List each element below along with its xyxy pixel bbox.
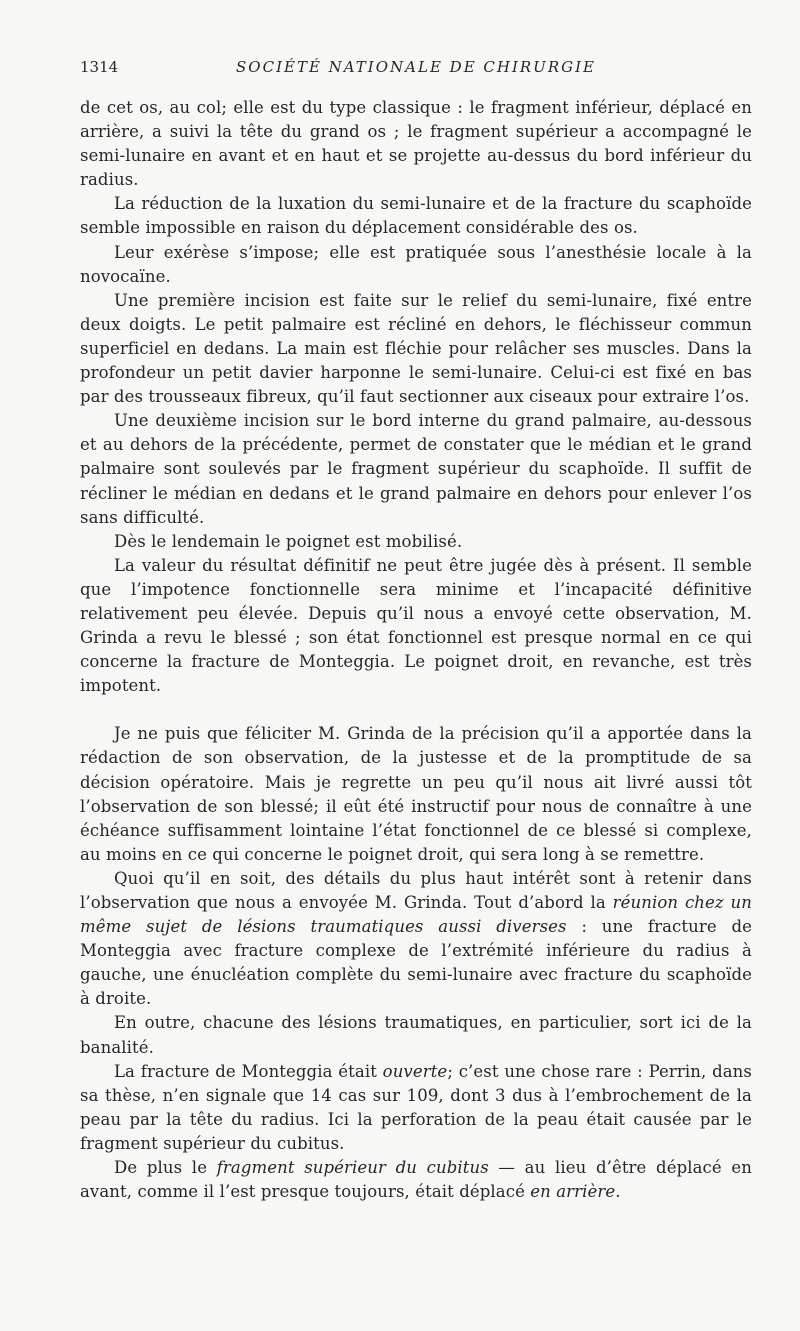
italic-run: en arrière — [530, 1182, 616, 1202]
text-run: ; c’est une chose rare : Perrin, dans sa thèse, n’en signale que 14 cas sur 109, dont 3 dus à l’embrochement de la peau par la tête du radius. Ici la perforation de la peau était causée par le fragment supérieur du cubitus. — [80, 1061, 752, 1153]
paragraph-continuation: de cet os, au col; elle est du type classique : le fragment inférieur, déplacé en arrière, a suivi la tête du grand os ; le fragment supérieur a accompagné le semi-lunaire en avant et en haut et se projette au-dessus du bord inférieur du radius. — [80, 98, 752, 190]
text-run: De plus le — [114, 1158, 217, 1178]
text-run: — au lieu d’être déplacé en avant, comme il l’est presque toujours, était déplacé — [80, 1158, 752, 1202]
page-number: 1314 — [80, 58, 119, 76]
paragraph-en-outre: En outre, chacune des lésions traumatiques, en particulier, sort ici de la banalité. — [80, 1013, 752, 1057]
italic-run: réunion chez un même sujet de lésions traumatiques aussi diverses — [80, 893, 752, 937]
paragraph-feliciter: Je ne puis que féliciter M. Grinda de la précision qu’il a apportée dans la rédaction de son observation, de la justesse et de la promptitude de sa décision opératoire. Mais je regrette un peu qu’il nous ait livré aussi tôt l’observation de son blessé; il eût été instructif pour nous de connaître à une échéance suffisamment lointaine l’état fonctionnel de ce blessé si complexe, au moins en ce qui concerne le poignet droit, qui sera long à se remettre. — [80, 724, 752, 864]
paragraph-resultat: La valeur du résultat définitif ne peut être jugée dès à présent. Il semble que l’impotence fonctionnelle sera minime et l’incapacité définitive relativement peu élevée. Depuis qu’il nous a envoyé cette observation, M. Grinda a revu le blessé ; son état fonctionnel est presque normal en ce qui concerne la fracture de Monteggia. Le poignet droit, en revanche, est très impotent. — [80, 555, 752, 696]
paragraph-fracture-ouverte — [80, 1060, 752, 1156]
paragraph-quoi — [80, 867, 752, 1012]
paragraph-lendemain: Dès le lendemain le poignet est mobilisé. — [114, 531, 463, 551]
italic-run: ouverte — [382, 1061, 448, 1081]
text-run: . — [615, 1182, 621, 1202]
paragraph-reduction: La réduction de la luxation du semi-lunaire et de la fracture du scaphoïde semble impossible en raison du déplacement considérable des os. — [80, 194, 752, 238]
paragraph-first-incision: Une première incision est faite sur le relief du semi-lunaire, fixé entre deux doigts. Le petit palmaire est récliné en dehors, le fléchisseur commun superficiel en dedans. La main est fléchie pour relâcher ses muscles. Dans la profondeur un petit davier harponne le semi-lunaire. Celui-ci est fixé en bas par des trousseaux fibreux, qu’il faut sectionner aux ciseaux pour extraire l’os. — [80, 290, 752, 407]
text-run: Quoi qu’il en soit, des détails du plus haut intérêt sont à retenir dans l’observation que nous a envoyée M. Grinda. Tout d’abord la — [80, 868, 752, 912]
italic-run: fragment supérieur du cubitus — [216, 1158, 489, 1178]
paragraph-de-plus — [80, 1156, 752, 1204]
text-run: : une fracture de Monteggia avec fracture complexe de l’extrémité inférieure du radius à gauche, une énucléation complète du semi-lunaire avec fracture du scaphoïde à droite. — [80, 917, 753, 1009]
running-title: SOCIÉTÉ NATIONALE DE CHIRURGIE — [236, 58, 596, 76]
page-header — [80, 58, 752, 84]
paragraph-exerese: Leur exérèse s’impose; elle est pratiquée sous l’anesthésie locale à la novocaïne. — [80, 242, 752, 286]
body-text — [80, 96, 752, 1204]
text-run: La fracture de Monteggia était — [114, 1061, 383, 1081]
paragraph-second-incision: Une deuxième incision sur le bord interne du grand palmaire, au-dessous et au dehors de la précédente, permet de constater que le médian et le grand palmaire sont soulevés par le fragment supérieur du scaphoïde. Il suffit de récliner le médian en dedans et le grand palmaire en dehors pour enlever l’os sans difficulté. — [80, 411, 752, 527]
